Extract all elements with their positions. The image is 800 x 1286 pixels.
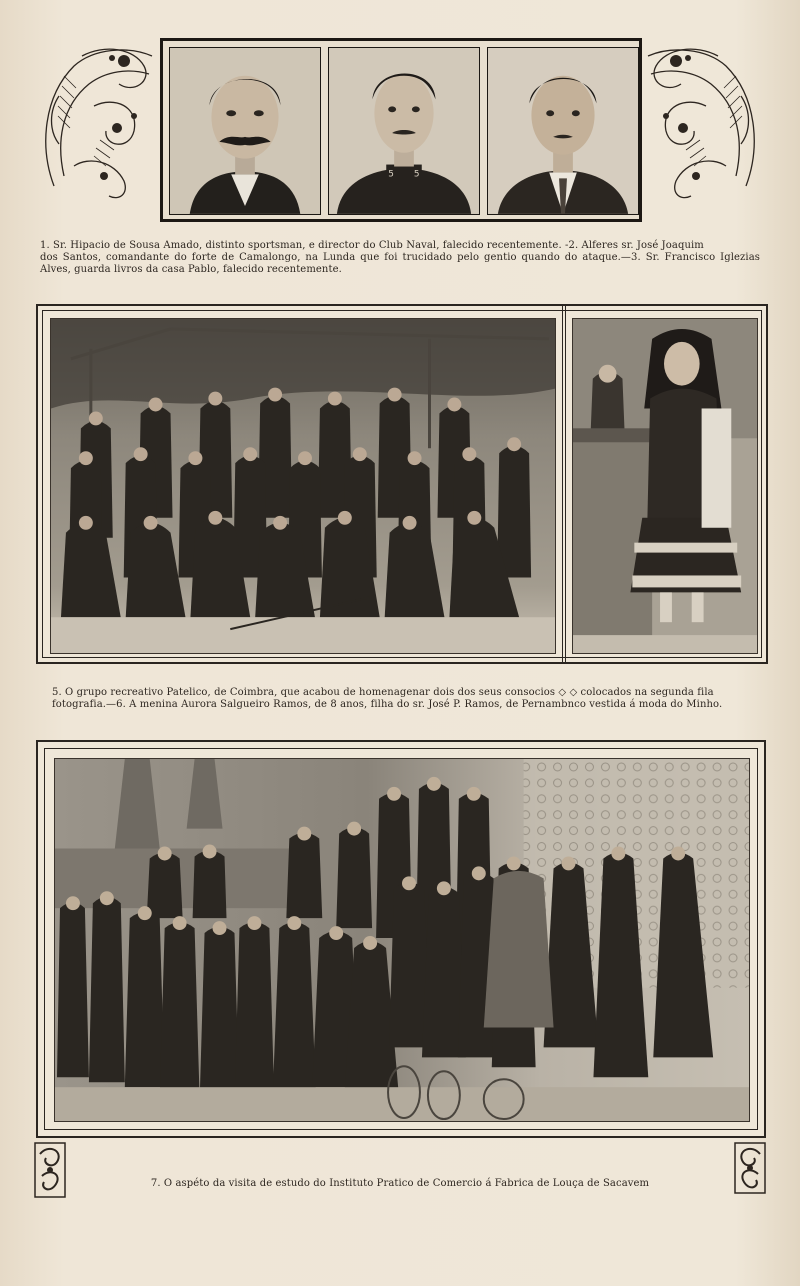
- collar-number-right: 5: [413, 169, 420, 180]
- portraits-caption-line-2: dos Santos, comandante do forte de Camalongo, na Lunda que foi trucidado pelo gentio quando do ataque.—3. Sr. Francisco Iglezias Alves, guarda livros da casa Pablo, falecido recentemente.: [40, 252, 760, 275]
- aurora-salgueiro-ramos-photo: [572, 318, 758, 654]
- group-caption: [52, 687, 757, 711]
- portrait-2-photo: [328, 47, 480, 215]
- sacavem-visit-photo: [54, 758, 750, 1122]
- group-photos-frame: [36, 304, 768, 664]
- portraits-caption-line-1: 1. Sr. Hipacio de Sousa Amado, distinto sportsman, e director do Club Naval, falecido recentemente. -2. Alferes sr. José Joaquim: [40, 240, 704, 251]
- floral-ornament-left-icon: [34, 36, 158, 208]
- portrait-1-photo: [169, 47, 321, 215]
- floral-ornament-right-icon: [642, 36, 766, 208]
- photo-divider: [562, 306, 566, 662]
- patelico-group-photo: [50, 318, 556, 654]
- portraits-frame: [160, 38, 642, 222]
- visit-caption: 7. O aspéto da visita de estudo do Instituto Pratico de Comercio á Fabrica de Louça de Sacavem: [150, 1178, 650, 1189]
- portrait-3-photo: [487, 47, 639, 215]
- group-caption-line-1: 5. O grupo recreativo Patelico, de Coimbra, que acabou de homenagenar dois dos seus consocios ◇ ◇ colocados na segunda fila: [52, 687, 714, 698]
- group-caption-line-2: fotografia.—6. A menina Aurora Salgueiro Ramos, de 8 anos, filha do sr. José P. Ramos, de Pernambnco vestida á moda do Minho.: [52, 699, 723, 710]
- collar-number-left: 5: [388, 169, 394, 180]
- portraits-caption: [40, 240, 760, 276]
- visit-photo-frame: [36, 740, 766, 1138]
